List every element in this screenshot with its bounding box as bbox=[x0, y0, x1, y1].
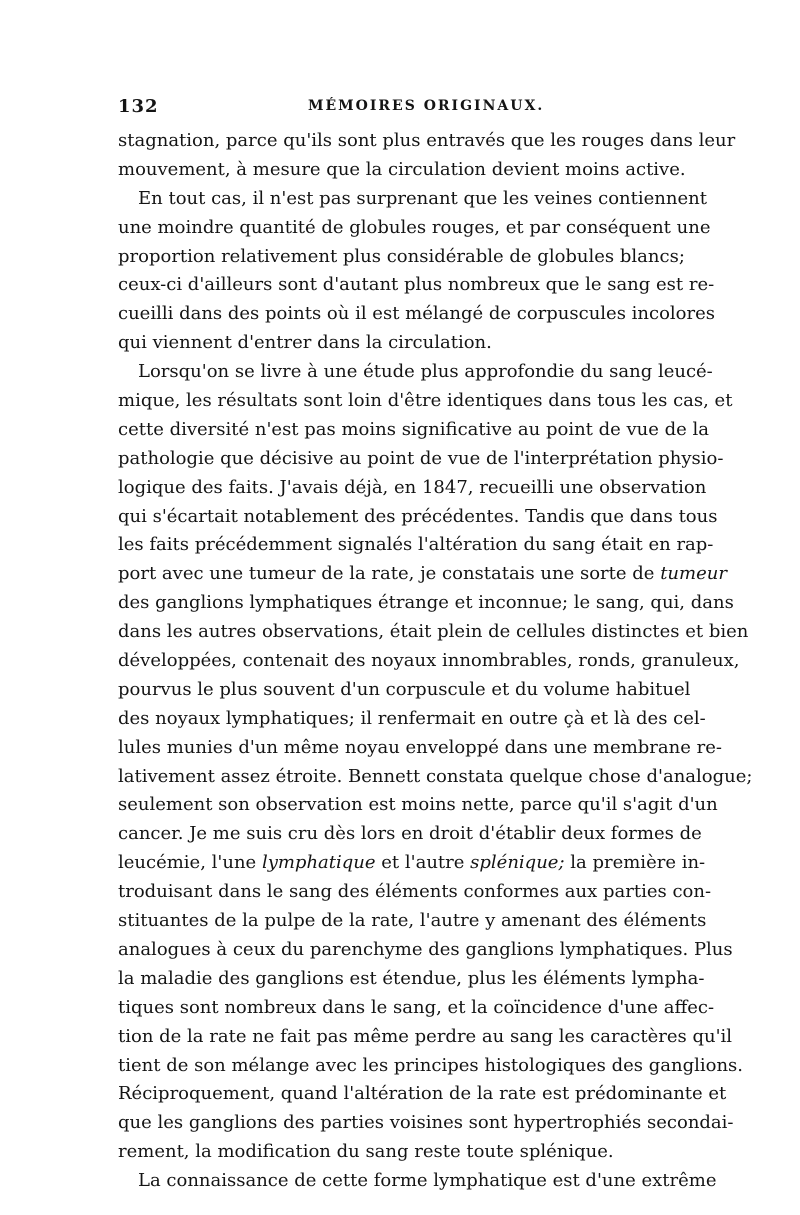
page-number: 132 bbox=[118, 96, 159, 117]
text-line: Réciproquement, quand l'altération de la rate est prédominante et bbox=[118, 1083, 727, 1105]
text-line: développées, contenait des noyaux innombrables, ronds, granuleux, bbox=[118, 650, 740, 672]
text-line: port avec une tumeur de la rate, je constatais une sorte de tumeur bbox=[118, 563, 727, 585]
text-line: analogues à ceux du parenchyme des ganglions lymphatiques. Plus bbox=[118, 938, 733, 960]
text-line: des ganglions lymphatiques étrange et inconnue; le sang, qui, dans bbox=[118, 592, 734, 614]
text-line: ceux-ci d'ailleurs sont d'autant plus nombreux que le sang est re- bbox=[118, 274, 715, 296]
text-line: proportion relativement plus considérable de globules blancs; bbox=[118, 245, 685, 267]
text-line: En tout cas, il n'est pas surprenant que les veines contiennent bbox=[138, 187, 707, 209]
text-line: La connaissance de cette forme lymphatique est d'une extrême bbox=[138, 1170, 717, 1192]
text-line: stagnation, parce qu'ils sont plus entravés que les rouges dans leur bbox=[118, 130, 736, 151]
text-line: cette diversité n'est pas moins significative au point de vue de la bbox=[118, 418, 710, 440]
text-line: leucémie, l'une lymphatique et l'autre splénique; la première in- bbox=[118, 852, 706, 874]
text-line: Lorsqu'on se livre à une étude plus approfondie du sang leucé- bbox=[138, 361, 713, 383]
text-line: pathologie que décisive au point de vue de l'interprétation physio- bbox=[118, 447, 724, 469]
text-line: rement, la modification du sang reste toute splénique. bbox=[118, 1141, 614, 1163]
running-head: MÉMOIRES ORIGINAUX. bbox=[308, 98, 545, 114]
text-line: pourvus le plus souvent d'un corpuscule et du volume habituel bbox=[118, 678, 691, 700]
text-line: logique des faits. J'avais déjà, en 1847, recueilli une observation bbox=[118, 476, 707, 498]
text-line: une moindre quantité de globules rouges, et par conséquent une bbox=[118, 216, 711, 238]
body-text bbox=[118, 127, 753, 1196]
text-line: les faits précédemment signalés l'altération du sang était en rap- bbox=[118, 534, 714, 556]
text-line: lules munies d'un même noyau enveloppé dans une membrane re- bbox=[118, 736, 722, 758]
text-line: cueilli dans des points où il est mélangé de corpuscules incolores bbox=[118, 303, 716, 325]
text-line: que les ganglions des parties voisines sont hypertrophiés secondai- bbox=[118, 1112, 734, 1134]
text-line: tient de son mélange avec les principes histologiques des ganglions. bbox=[118, 1054, 744, 1076]
page-header bbox=[118, 96, 684, 120]
text-line: seulement son observation est moins nette, parce qu'il s'agit d'un bbox=[118, 794, 718, 816]
text-line: tiques sont nombreux dans le sang, et la coïncidence d'une affec- bbox=[118, 996, 715, 1018]
text-line: tion de la rate ne fait pas même perdre au sang les caractères qu'il bbox=[118, 1025, 733, 1047]
text-line: la maladie des ganglions est étendue, plus les éléments lympha- bbox=[118, 967, 705, 989]
text-line: qui s'écartait notablement des précédentes. Tandis que dans tous bbox=[118, 505, 718, 527]
text-line: cancer. Je me suis cru dès lors en droit d'établir deux formes de bbox=[118, 823, 702, 845]
text-line: mouvement, à mesure que la circulation devient moins active. bbox=[118, 158, 686, 180]
text-line: des noyaux lymphatiques; il renfermait en outre çà et là des cel- bbox=[118, 707, 706, 729]
text-line: mique, les résultats sont loin d'être identiques dans tous les cas, et bbox=[118, 390, 733, 412]
text-line: qui viennent d'entrer dans la circulation. bbox=[118, 332, 492, 354]
text-line: dans les autres observations, était plein de cellules distinctes et bien bbox=[118, 621, 749, 643]
text-line: lativement assez étroite. Bennett constata quelque chose d'analogue; bbox=[118, 765, 753, 787]
text-line: troduisant dans le sang des éléments conformes aux parties con- bbox=[118, 881, 712, 903]
text-line: stituantes de la pulpe de la rate, l'autre y amenant des éléments bbox=[118, 910, 707, 932]
